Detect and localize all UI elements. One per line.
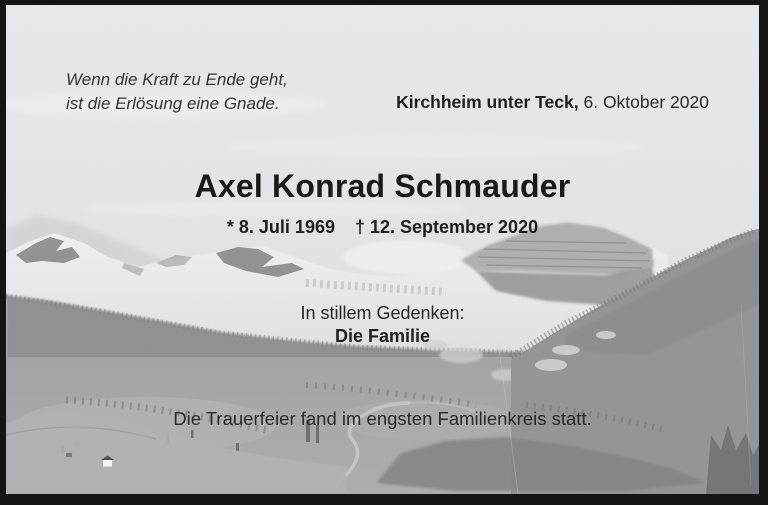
- place-name: Kirchheim unter Teck,: [396, 92, 579, 112]
- photo-area: [6, 5, 759, 494]
- opening-quote: [66, 68, 288, 116]
- remembrance-line: In stillem Gedenken:: [300, 303, 465, 323]
- place-dateline: [367, 71, 709, 134]
- deceased-name: Axel Konrad Schmauder: [194, 168, 571, 204]
- birth-death-dates: * 8. Juli 1969 † 12. September 2020: [226, 217, 539, 237]
- funeral-note: Die Trauerfeier fand im engsten Familienkreis statt.: [173, 408, 592, 429]
- family-signature: Die Familie: [334, 325, 431, 346]
- quote-line-2: ist die Erlösung eine Gnade.: [66, 94, 280, 113]
- quote-line-1: Wenn die Kraft zu Ende geht,: [66, 70, 288, 89]
- notice-date: 6. Oktober 2020: [578, 92, 709, 112]
- remembrance-block: [6, 302, 759, 347]
